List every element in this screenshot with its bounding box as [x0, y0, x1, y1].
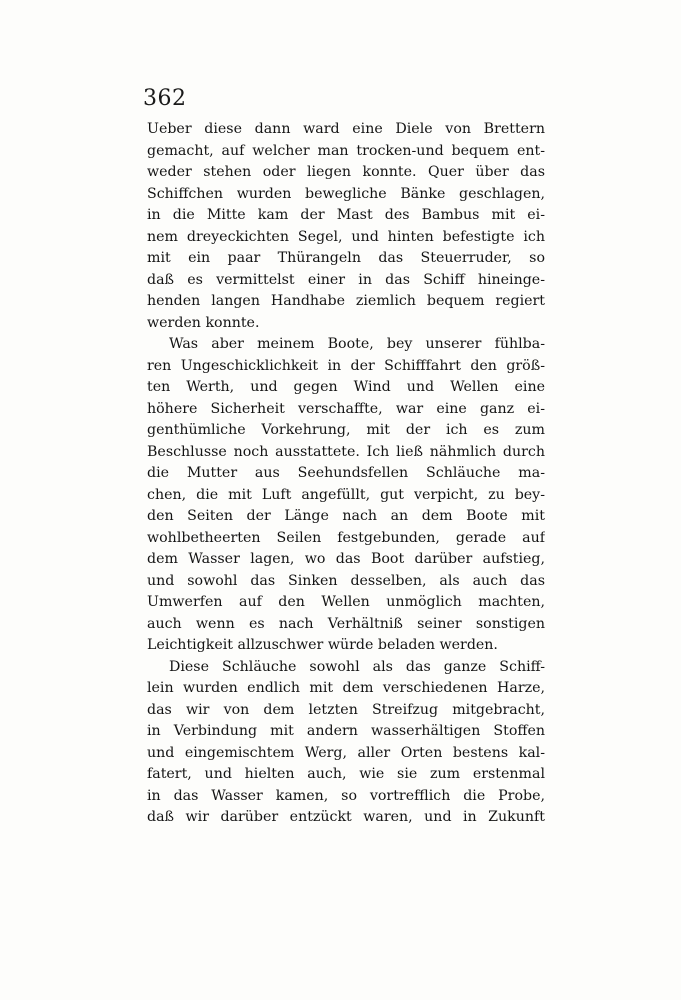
text-line: ten Werth, und gegen Wind und Wellen eine	[147, 379, 545, 395]
text-line: ren Ungeschicklichkeit in der Schifffahrt den größ-	[147, 357, 545, 374]
text-line: Ueber diese dann ward eine Diele von Brettern	[147, 121, 545, 137]
text-line: die Mutter aus Seehundsfellen Schläuche ma-	[147, 465, 545, 481]
text-line: dem Wasser lagen, wo das Boot darüber aufstieg,	[147, 551, 545, 567]
text-line: weder stehen oder liegen konnte. Quer über das	[147, 164, 545, 180]
text-line: nem dreyeckichten Segel, und hinten befestigte ich	[147, 228, 545, 245]
text-line: in Verbindung mit andern wasserhältigen Stoffen	[147, 723, 545, 739]
text-line: chen, die mit Luft angefüllt, gut verpicht, zu bey-	[147, 486, 545, 503]
text-line: Schiffchen wurden bewegliche Bänke geschlagen,	[147, 185, 545, 202]
text-line: Beschlusse noch ausstattete. Ich ließ nähmlich durch	[147, 443, 545, 460]
text-line: lein wurden endlich mit dem verschiedenen Harze,	[147, 680, 545, 696]
text-line: wohlbetheerten Seilen festgebunden, gerade auf	[147, 529, 545, 546]
text-line: und eingemischtem Werg, aller Orten bestens kal-	[147, 744, 545, 761]
text-line: henden langen Handhabe ziemlich bequem regiert	[147, 293, 545, 309]
text-line: auch wenn es nach Verhältniß seiner sonstigen	[147, 615, 545, 632]
body-text	[147, 119, 545, 829]
text-line: in das Wasser kamen, so vortrefflich die Probe,	[147, 787, 545, 804]
paragraph	[147, 119, 545, 334]
text-line: in die Mitte kam der Mast des Bambus mit ei-	[147, 207, 545, 223]
text-line: daß wir darüber entzückt waren, und in Zukunft	[147, 809, 545, 825]
text-line: werden konnte.	[147, 314, 260, 331]
text-line: Leichtigkeit allzuschwer würde beladen werden.	[147, 637, 498, 653]
paragraph	[147, 334, 545, 657]
text-line: daß es vermittelst einer in das Schiff hineinge-	[147, 271, 545, 288]
text-line: Diese Schläuche sowohl als das ganze Schiff-	[169, 658, 545, 675]
text-line: mit ein paar Thürangeln das Steuerruder, so	[147, 250, 545, 266]
text-line: und sowohl das Sinken desselben, als auch das	[147, 572, 545, 589]
paragraph	[147, 657, 545, 829]
text-line: das wir von dem letzten Streifzug mitgebracht,	[147, 701, 545, 718]
page-number: 362	[143, 86, 187, 111]
text-line: Was aber meinem Boote, bey unserer fühlba-	[169, 336, 545, 352]
text-line: genthümliche Vorkehrung, mit der ich es zum	[147, 422, 545, 438]
text-line: fatert, und hielten auch, wie sie zum erstenmal	[147, 766, 545, 782]
text-line: den Seiten der Länge nach an dem Boote mit	[147, 508, 545, 524]
text-line: höhere Sicherheit verschaffte, war eine ganz ei-	[147, 400, 545, 417]
text-line: gemacht, auf welcher man trocken-und bequem ent-	[147, 142, 545, 159]
text-line: Umwerfen auf den Wellen unmöglich machten,	[147, 594, 545, 610]
